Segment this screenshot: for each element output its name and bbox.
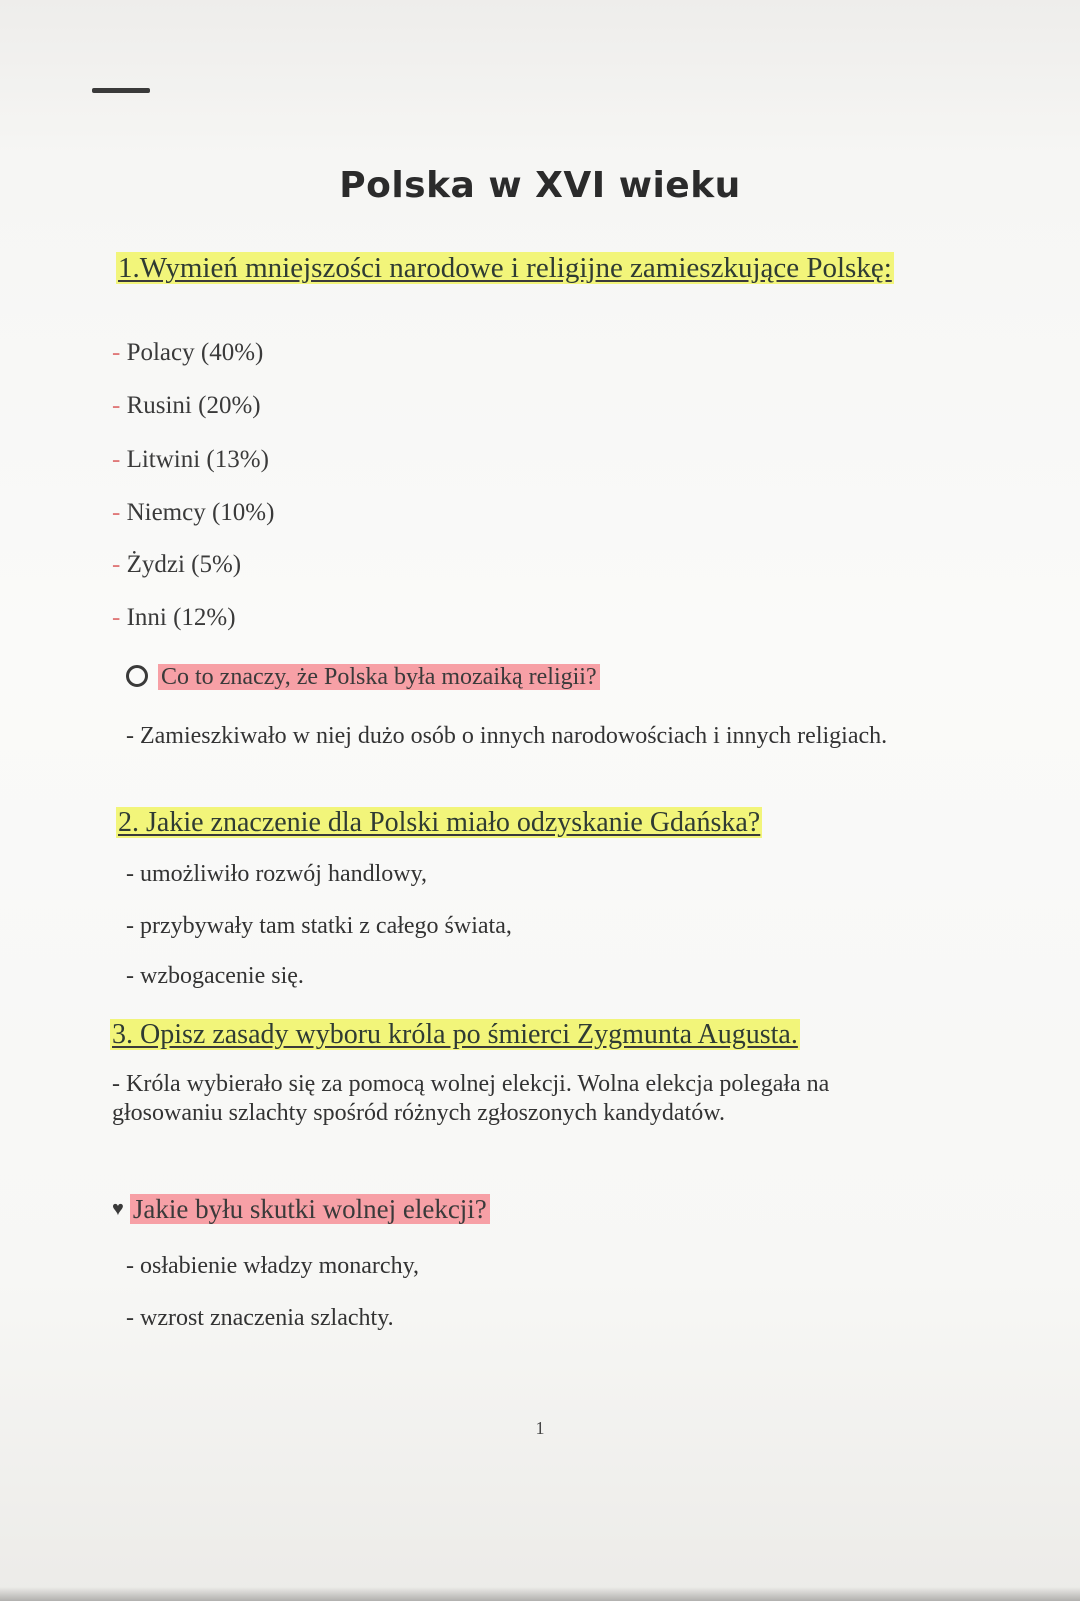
paper-edge-mark: [92, 88, 150, 93]
question-2-label: 2. Jakie znaczenie dla Polski miało odzyskanie Gdańska?: [118, 807, 761, 838]
page-title: Polska w XVI wieku: [339, 165, 741, 206]
question-1-label: 1.Wymień mniejszości narodowe i religijne zamieszkujące Polskę:: [118, 252, 892, 284]
list-item: - Inni (12%): [112, 604, 236, 631]
circle-bullet-icon: [126, 665, 148, 687]
question-3-label: 3. Opisz zasady wyboru króla po śmierci Zygmunta Augusta.: [112, 1019, 798, 1050]
sub-question-1-text: Co to znaczy, że Polska była mozaiką religii?: [158, 664, 600, 690]
answer-item: - przybywały tam statki z całego świata,: [126, 913, 512, 939]
list-item: - Rusini (20%): [112, 392, 261, 419]
question-1: [116, 252, 936, 285]
sub-answer-item: - osłabienie władzy monarchy,: [126, 1253, 420, 1279]
list-item-text: Inni (12%): [126, 604, 236, 631]
heart-bullet-icon: ♥: [112, 1198, 124, 1220]
page-number: 1: [535, 1418, 545, 1438]
answer-item: - wzbogacenie się.: [126, 963, 304, 989]
list-item-text: Żydzi (5%): [126, 551, 242, 578]
list-item-text: Niemcy (10%): [126, 499, 275, 526]
sub-question-1: [126, 662, 600, 692]
list-item: - Litwini (13%): [112, 446, 269, 473]
sub-question-3-text: Jakie byłu skutki wolnej elekcji?: [130, 1194, 490, 1224]
list-item-text: Rusini (20%): [126, 392, 261, 419]
question-3: [110, 1018, 950, 1051]
list-item: - Niemcy (10%): [112, 499, 275, 526]
list-item-text: Litwini (13%): [126, 446, 269, 473]
list-item-text: Polacy (40%): [126, 339, 264, 366]
answer-item: - umożliwiło rozwój handlowy,: [126, 861, 428, 887]
answer-3: - Króla wybierało się za pomocą wolnej elekcji. Wolna elekcja polegała na głosowaniu szlachty spośród różnych zgłoszonych kandydatów.: [112, 1071, 830, 1126]
list-item: - Polacy (40%): [112, 339, 264, 366]
sub-answer-item: - wzrost znaczenia szlachty.: [126, 1305, 394, 1331]
list-item: - Żydzi (5%): [112, 551, 242, 578]
sub-answer-1: - Zamieszkiwało w niej dużo osób o innych narodowościach i innych religiach.: [126, 723, 888, 749]
sub-question-3: [112, 1194, 490, 1227]
paper-shadow: [0, 1587, 1080, 1601]
question-2: [116, 806, 936, 839]
